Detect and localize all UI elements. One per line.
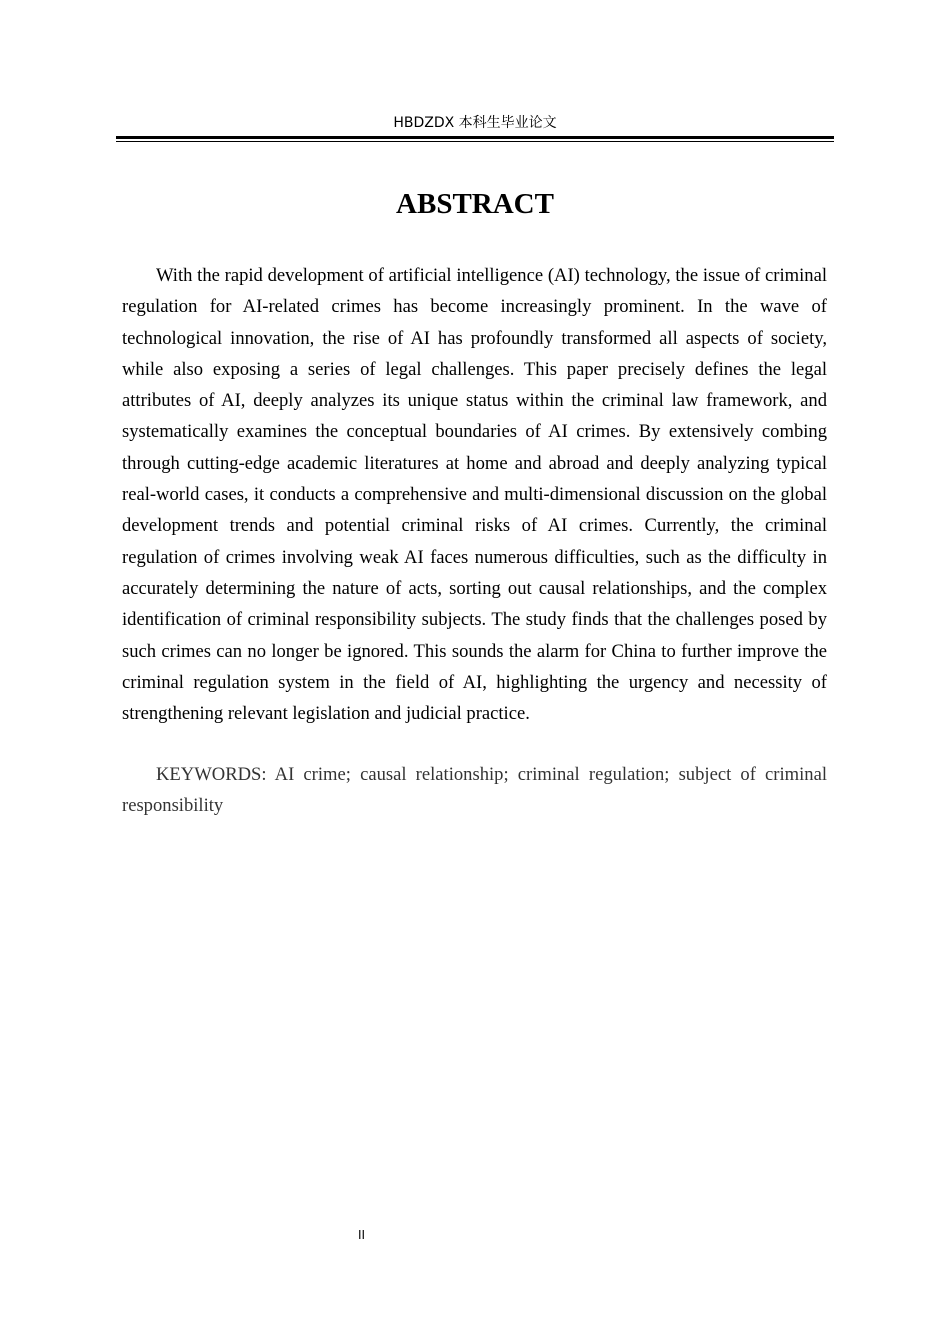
abstract-title: ABSTRACT (396, 188, 554, 220)
page-number: II (358, 1228, 366, 1242)
page-header: HBDZDX 本科生毕业论文 (393, 115, 557, 131)
abstract-body: With the rapid development of artificial intelligence (AI) technology, the issue of criminal regulation for AI-related crimes has become increasingly prominent. In the wave of technological innovation, the rise of AI has profoundly transformed all aspects of society, while also exposing a series of legal challenges. This paper precisely defines the legal attributes of AI, deeply analyzes its unique status within the criminal law framework, and systematically examines the conceptual boundaries of AI crimes. By extensively combing through cutting-edge academic literatures at home and abroad and deeply analyzing typical real-world cases, it conducts a comprehensive and multi-dimensional discussion on the global development trends and potential criminal risks of AI crimes. Currently, the criminal regulation of crimes involving weak AI faces numerous difficulties, such as the difficulty in accurately determining the nature of acts, sorting out causal relationships, and the complex identification of criminal responsibility subjects. The study finds that the challenges posed by such crimes can no longer be ignored. This sounds the alarm for China to further improve the criminal regulation system in the field of AI, highlighting the urgency and necessity of strengthening relevant legislation and judicial practice. (122, 265, 827, 725)
header-rule-thin (116, 141, 834, 142)
header-rule-thick (116, 136, 834, 139)
keywords: KEYWORDS: AI crime; causal relationship; criminal regulation; subject of criminal responsibility (122, 764, 827, 817)
